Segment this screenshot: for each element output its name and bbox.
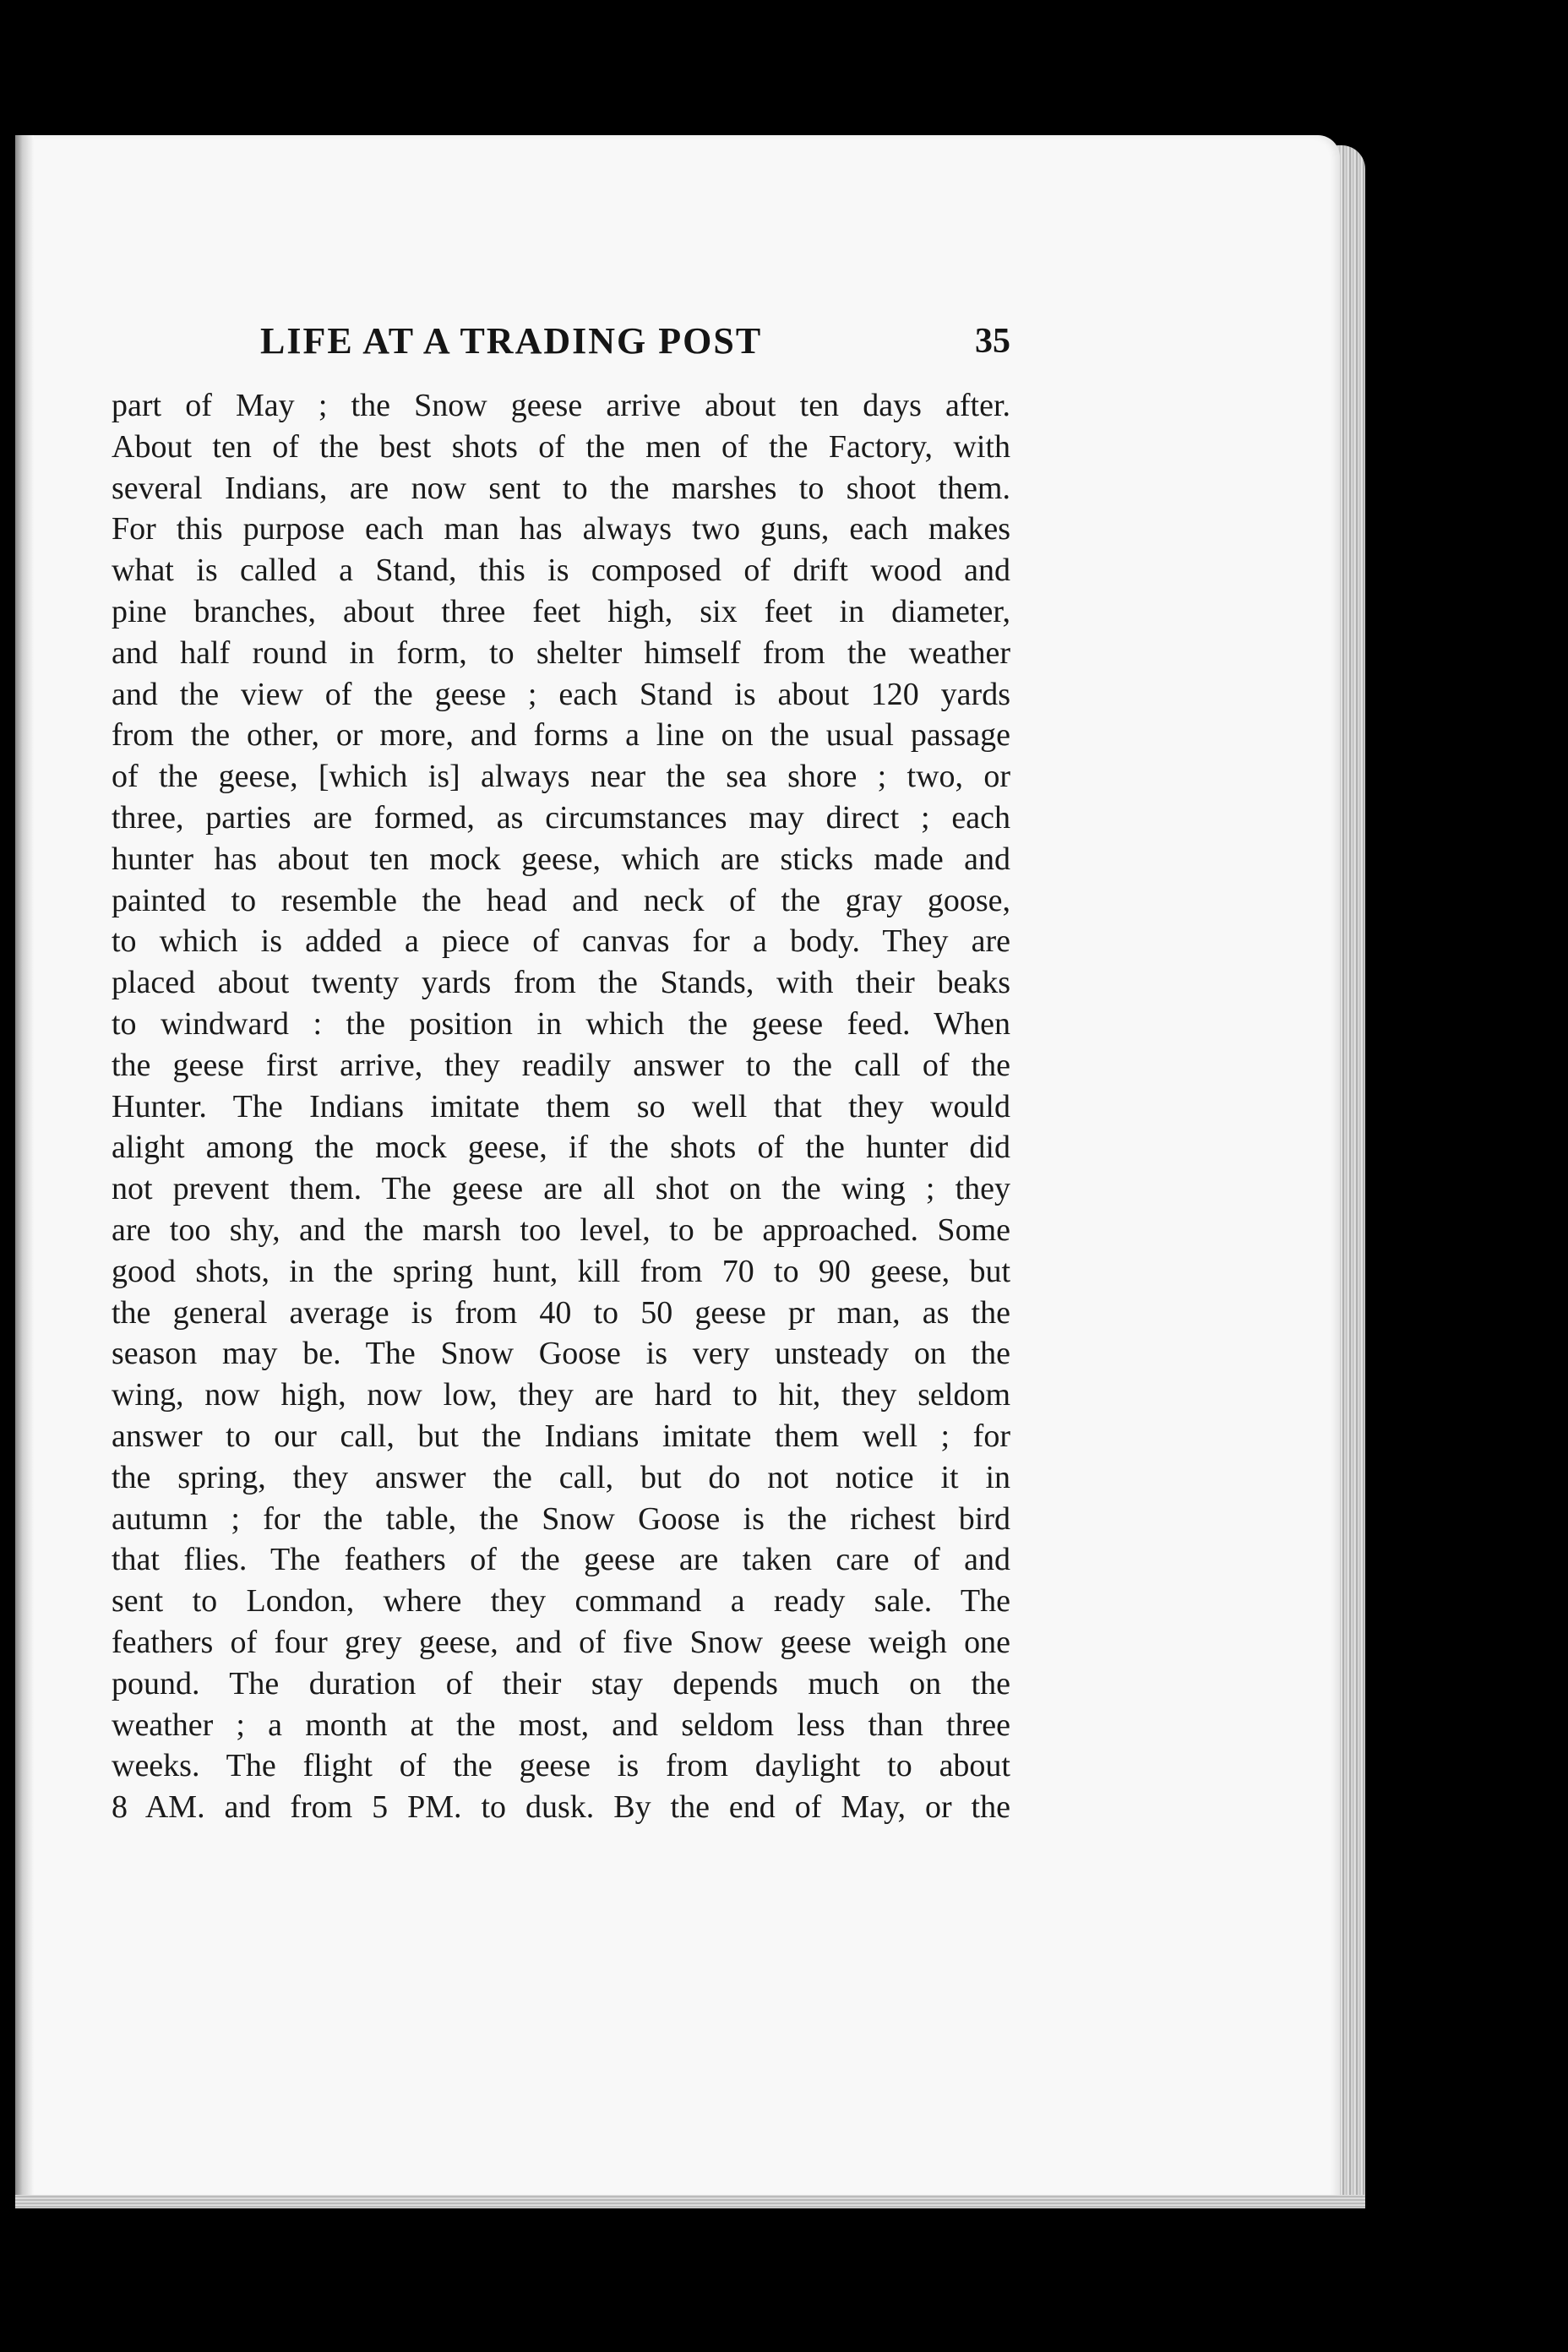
- text-line: not prevent them. The geese are all shot on the wing ; they: [112, 1171, 1010, 1207]
- text-line: the geese first arrive, they readily answer to the call of the: [112, 1047, 1010, 1083]
- text-line: part of May ; the Snow geese arrive about ten days after.: [112, 388, 1010, 423]
- text-line: Hunter. The Indians imitate them so well that they would: [112, 1088, 1010, 1124]
- text-line: to which is added a piece of canvas for a body. They are: [112, 923, 1010, 960]
- text-line: of the geese, [which is] always near the sea shore ; two, or: [112, 759, 1010, 795]
- text-line: several Indians, are now sent to the marshes to shoot them.: [112, 470, 1010, 506]
- text-line: painted to resemble the head and neck of the gray goose,: [112, 882, 1010, 918]
- text-line: good shots, in the spring hunt, kill from 70 to 90 geese, but: [112, 1253, 1010, 1289]
- text-line: pound. The duration of their stay depends much on the: [112, 1665, 1010, 1701]
- text-line: placed about twenty yards from the Stands, with their beaks: [112, 965, 1010, 1001]
- text-line: that flies. The feathers of the geese are taken care of and: [112, 1542, 1010, 1578]
- text-line: pine branches, about three feet high, six feet in diameter,: [112, 593, 1010, 629]
- text-line: sent to London, where they command a ready sale. The: [112, 1583, 1010, 1620]
- body-text: [112, 385, 1010, 1828]
- running-head: [112, 319, 1010, 378]
- page-number: 35: [975, 322, 1010, 361]
- running-head-title: LIFE AT A TRADING POST: [260, 320, 763, 362]
- text-line: the general average is from 40 to 50 geese pr man, as the: [112, 1294, 1010, 1331]
- text-line: hunter has about ten mock geese, which are sticks made and: [112, 841, 1010, 877]
- text-line: what is called a Stand, this is composed of drift wood and: [112, 553, 1010, 589]
- text-line: wing, now high, now low, they are hard to hit, they seldom: [112, 1377, 1010, 1413]
- text-line: from the other, or more, and forms a line on the usual passage: [112, 717, 1010, 754]
- text-line: three, parties are formed, as circumstances may direct ; each: [112, 799, 1010, 836]
- text-line: weather ; a month at the most, and seldom less than three: [112, 1707, 1010, 1743]
- text-line: to windward : the position in which the geese feed. When: [112, 1005, 1010, 1042]
- text-line: answer to our call, but the Indians imitate them well ; for: [112, 1418, 1010, 1454]
- text-line: alight among the mock geese, if the shots of the hunter did: [112, 1130, 1010, 1166]
- text-line: 8 AM. and from 5 PM. to dusk. By the end of May, or the: [112, 1789, 1010, 1826]
- text-line: and the view of the geese ; each Stand is about 120 yards: [112, 676, 1010, 712]
- text-line: and half round in form, to shelter himself from the weather: [112, 634, 1010, 671]
- text-line: season may be. The Snow Goose is very unsteady on the: [112, 1336, 1010, 1372]
- text-line: are too shy, and the marsh too level, to be approached. Some: [112, 1211, 1010, 1248]
- text-line: About ten of the best shots of the men of the Factory, with: [112, 428, 1010, 465]
- gutter-shadow: [15, 135, 34, 2207]
- text-line: weeks. The flight of the geese is from daylight to about: [112, 1748, 1010, 1784]
- page-edges-bottom: [15, 2195, 1365, 2208]
- text-line: autumn ; for the table, the Snow Goose is the richest bird: [112, 1500, 1010, 1537]
- text-line: For this purpose each man has always two guns, each makes: [112, 511, 1010, 547]
- text-line: the spring, they answer the call, but do not notice it in: [112, 1459, 1010, 1495]
- text-line: feathers of four grey geese, and of five Snow geese weigh one: [112, 1624, 1010, 1660]
